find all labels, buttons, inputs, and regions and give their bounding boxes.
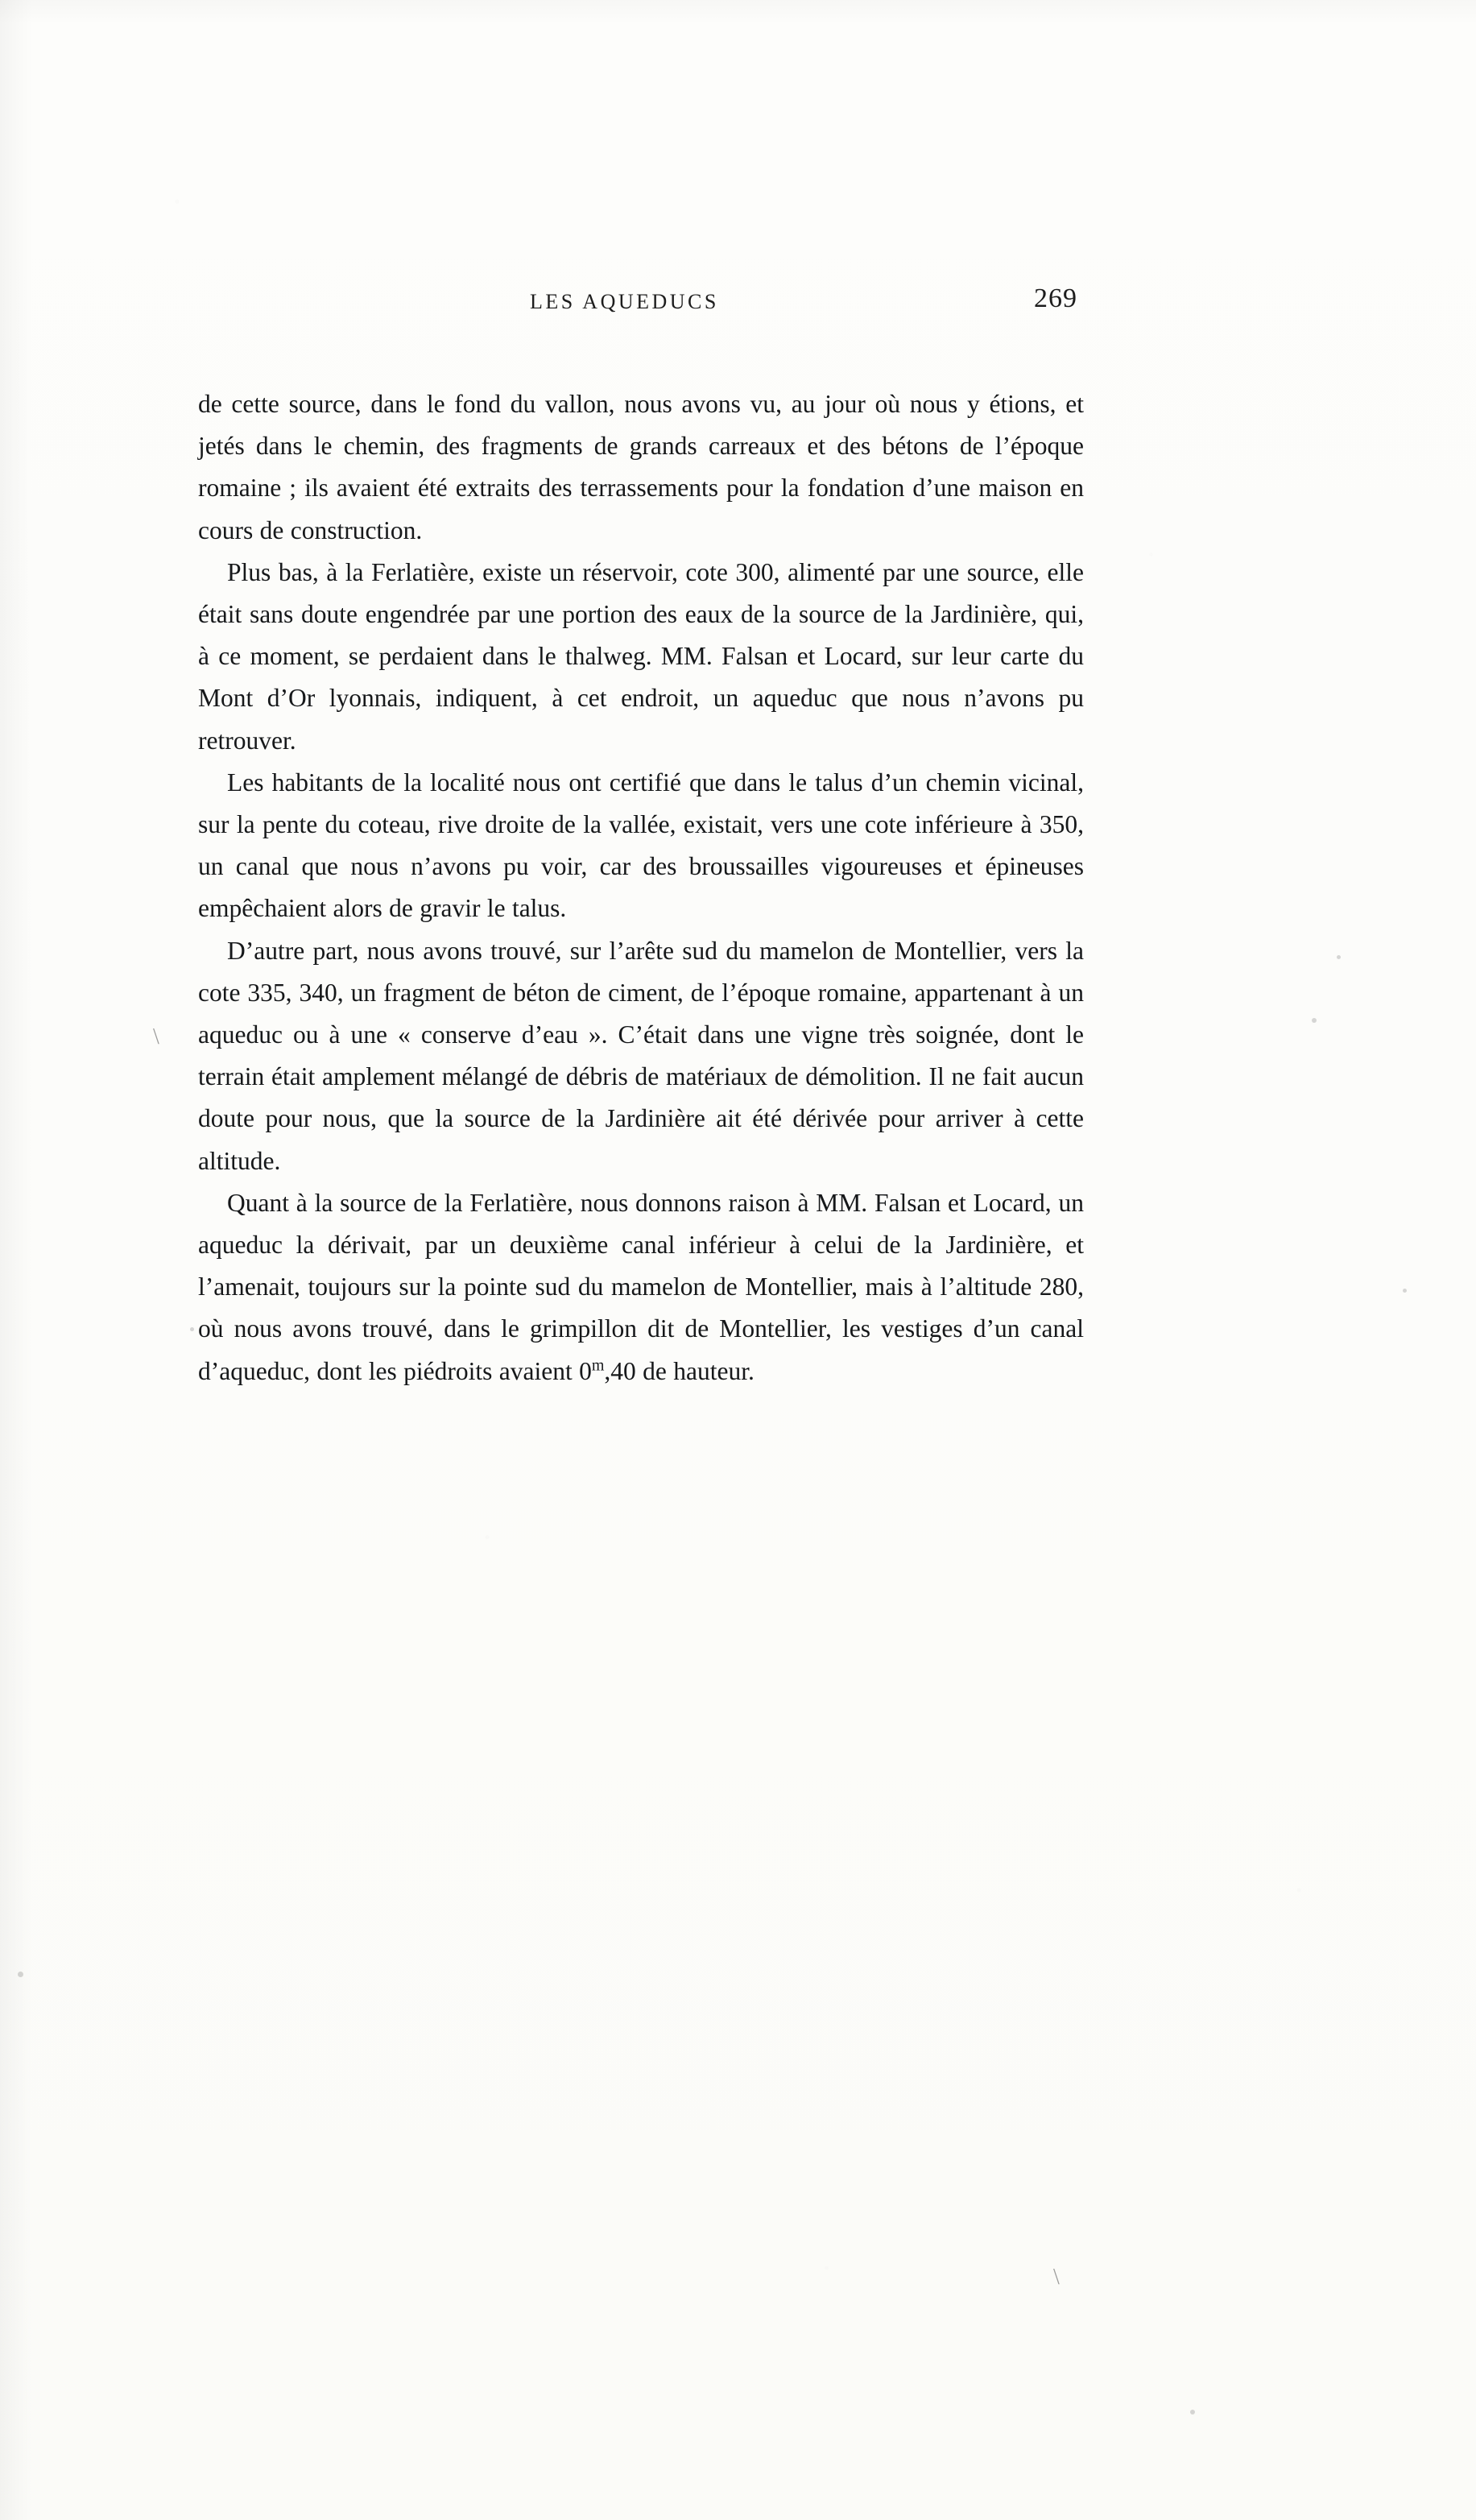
paragraph: Plus bas, à la Ferlatière, existe un réservoir, cote 300, alimenté par une source, elle était sans doute engendrée par une portion des eaux de la source de la Jardinière, qui, à ce moment, se perdaient dans le thalweg. MM. Falsan et Locard, sur leur carte du Mont d’Or lyonnais, indiquent, à cet endroit, un aqueduc que nous n’avons pu retrouver. [198, 557, 1084, 755]
scan-pen-mark: \ [1053, 2265, 1060, 2290]
page-header [198, 283, 1084, 338]
scan-speck [1337, 955, 1341, 959]
scan-pen-mark: \ [153, 1024, 159, 1049]
scan-speck [190, 1327, 194, 1331]
scan-speck [1403, 1289, 1407, 1293]
paragraph-final-tail: ,40 de hauteur. [604, 1356, 755, 1385]
paragraph: de cette source, dans le fond du vallon, nous avons vu, au jour où nous y étions, et jetés dans le chemin, des fragments de grands carreaux et des bétons de l’époque romaine ; ils avaient été extraits des terrassements pour la fondation d’une maison en cours de construction. [198, 390, 1084, 544]
paragraph-final [198, 1182, 1084, 1392]
page-edge-shadow-left [0, 0, 32, 2520]
running-head: LES AQUEDUCS [530, 290, 719, 313]
paragraph: Les habitants de la localité nous ont certifié que dans le talus d’un chemin vicinal, sur la pente du coteau, rive droite de la vallée, existait, vers une cote inférieure à 350, un canal que nous n’avons pu voir, car des broussailles vigoureuses et épineuses empêchaient alors de gravir le talus. [198, 768, 1084, 923]
document-text-column [198, 283, 1084, 1392]
scan-speck [18, 1972, 23, 1977]
scan-speck [1190, 2410, 1195, 2414]
superscript-metre: m [591, 1356, 605, 1375]
page-edge-shadow-top [0, 0, 1476, 24]
paragraph-final-text: Quant à la source de la Ferlatière, nous donnons raison à MM. Falsan et Locard, un aqueduc la dérivait, par un deuxième canal inférieur à celui de la Jardinière, et l’amenait, toujours sur la pointe sud du mamelon de Montellier, mais à l’altitude 280, où nous avons trouvé, dans le grimpillon dit de Montellier, les vestiges d’un canal d’aqueduc, dont les piédroits avaient 0 [198, 1188, 1084, 1385]
paragraph: D’autre part, nous avons trouvé, sur l’arête sud du mamelon de Montellier, vers la cote 335, 340, un fragment de béton de ciment, de l’époque romaine, appartenant à un aqueduc ou à une « conserve d’eau ». C’était dans une vigne très soignée, dont le terrain était amplement mélangé de débris de matériaux de démolition. Il ne fait aucun doute pour nous, que la source de la Jardinière ait été dérivée pour arriver à cette altitude. [198, 936, 1084, 1175]
page-number: 269 [1034, 283, 1077, 313]
scan-speck [1312, 1018, 1317, 1023]
